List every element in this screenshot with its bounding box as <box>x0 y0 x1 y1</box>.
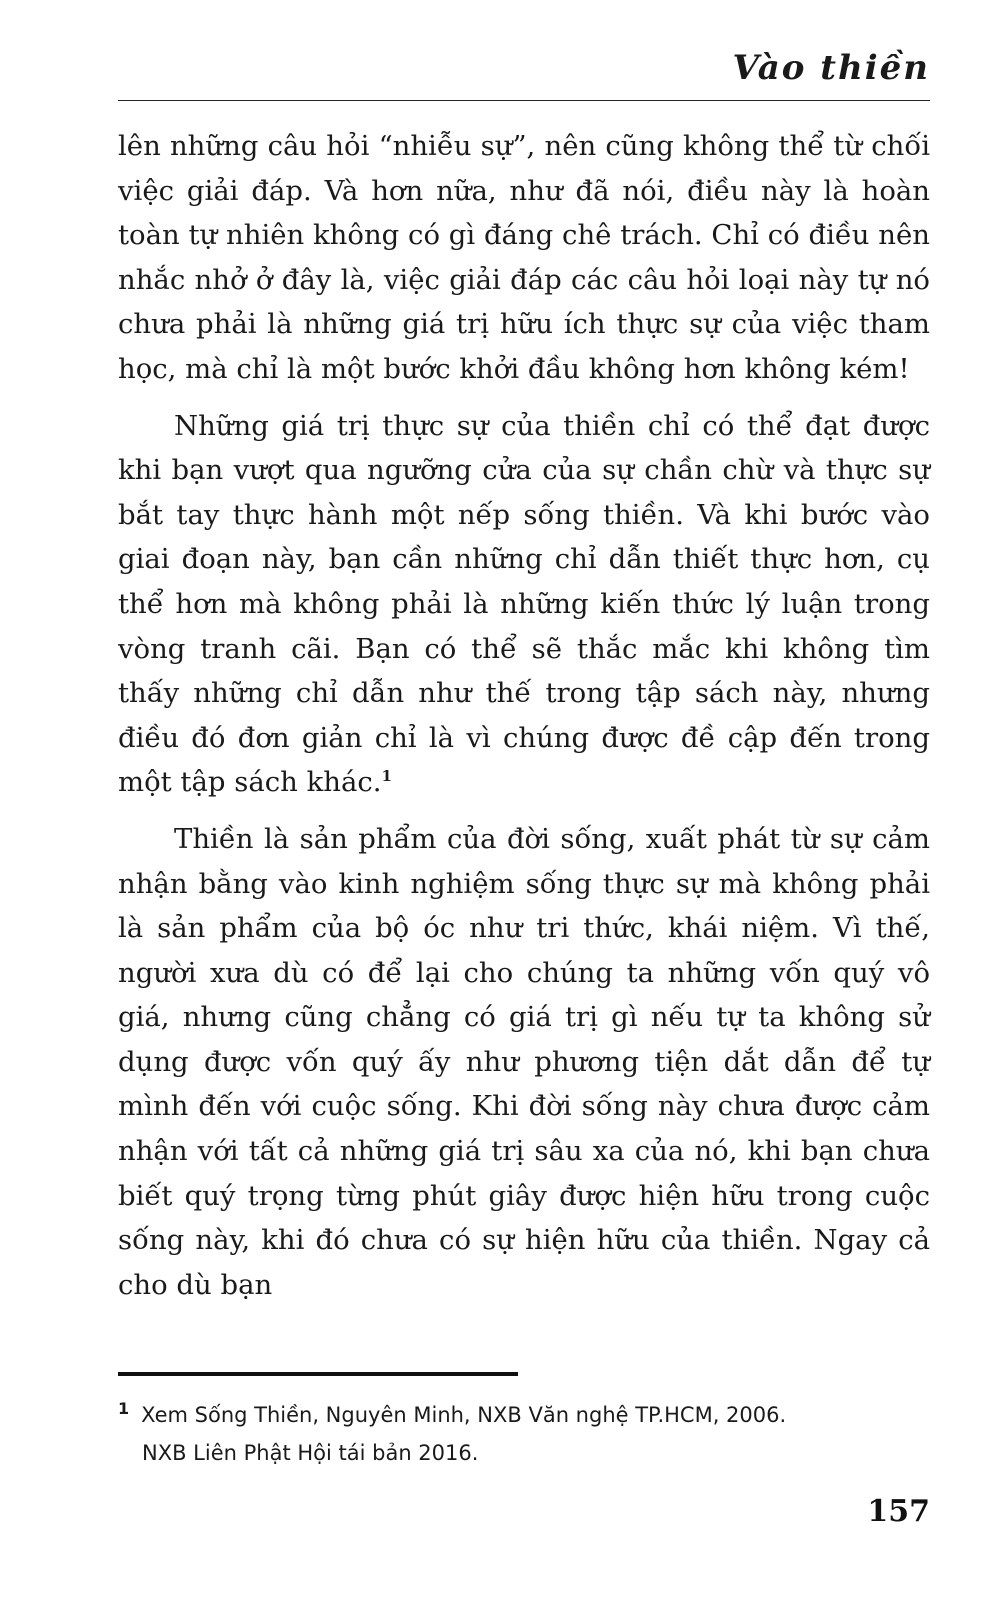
body-text <box>118 124 930 1319</box>
footnote-line-2: NXB Liên Phật Hội tái bản 2016. <box>142 1441 479 1465</box>
running-header-title: Vào thiền <box>732 48 930 88</box>
footnote <box>118 1390 930 1472</box>
paragraph-1: lên những câu hỏi “nhiễu sự”, nên cũng không thể từ chối việc giải đáp. Và hơn nữa, như đã nói, điều này là hoàn toàn tự nhiên không có gì đáng chê trách. Chỉ có điều nên nhắc nhở ở đây là, việc giải đáp các câu hỏi loại này tự nó chưa phải là những giá trị hữu ích thực sự của việc tham học, mà chỉ là một bước khởi đầu không hơn không kém! <box>118 130 930 385</box>
footnote-line-1: Xem Sống Thiền, Nguyên Minh, NXB Văn nghệ TP.HCM, 2006. <box>141 1403 787 1427</box>
header-rule <box>118 100 930 101</box>
paragraph-3: Thiền là sản phẩm của đời sống, xuất phát từ sự cảm nhận bằng vào kinh nghiệm sống thực sự mà không phải là sản phẩm của bộ óc như tri thức, khái niệm. Vì thế, người xưa dù có để lại cho chúng ta những vốn quý vô giá, nhưng cũng chẳng có giá trị gì nếu tự ta không sử dụng được vốn quý ấy như phương tiện dắt dẫn để tự mình đến với cuộc sống. Khi đời sống này chưa được cảm nhận với tất cả những giá trị sâu xa của nó, khi bạn chưa biết quý trọng từng phút giây được hiện hữu trong cuộc sống này, khi đó chưa có sự hiện hữu của thiền. Ngay cả cho dù bạn <box>118 822 930 1301</box>
footnote-rule <box>118 1372 518 1376</box>
page-number: 157 <box>867 1494 930 1529</box>
footnote-reference[interactable]: 1 <box>381 767 392 786</box>
footnote-number: 1 <box>118 1399 130 1418</box>
paragraph-2 <box>118 404 930 805</box>
paragraph-2-text: Những giá trị thực sự của thiền chỉ có thể đạt được khi bạn vượt qua ngưỡng cửa của sự chần chừ và thực sự bắt tay thực hành một nếp sống thiền. Và khi bước vào giai đoạn này, bạn cần những chỉ dẫn thiết thực hơn, cụ thể hơn mà không phải là những kiến thức lý luận trong vòng tranh cãi. Bạn có thể sẽ thắc mắc khi không tìm thấy những chỉ dẫn như thế trong tập sách này, nhưng điều đó đơn giản chỉ là vì chúng được đề cập đến trong một tập sách khác. <box>118 409 930 799</box>
